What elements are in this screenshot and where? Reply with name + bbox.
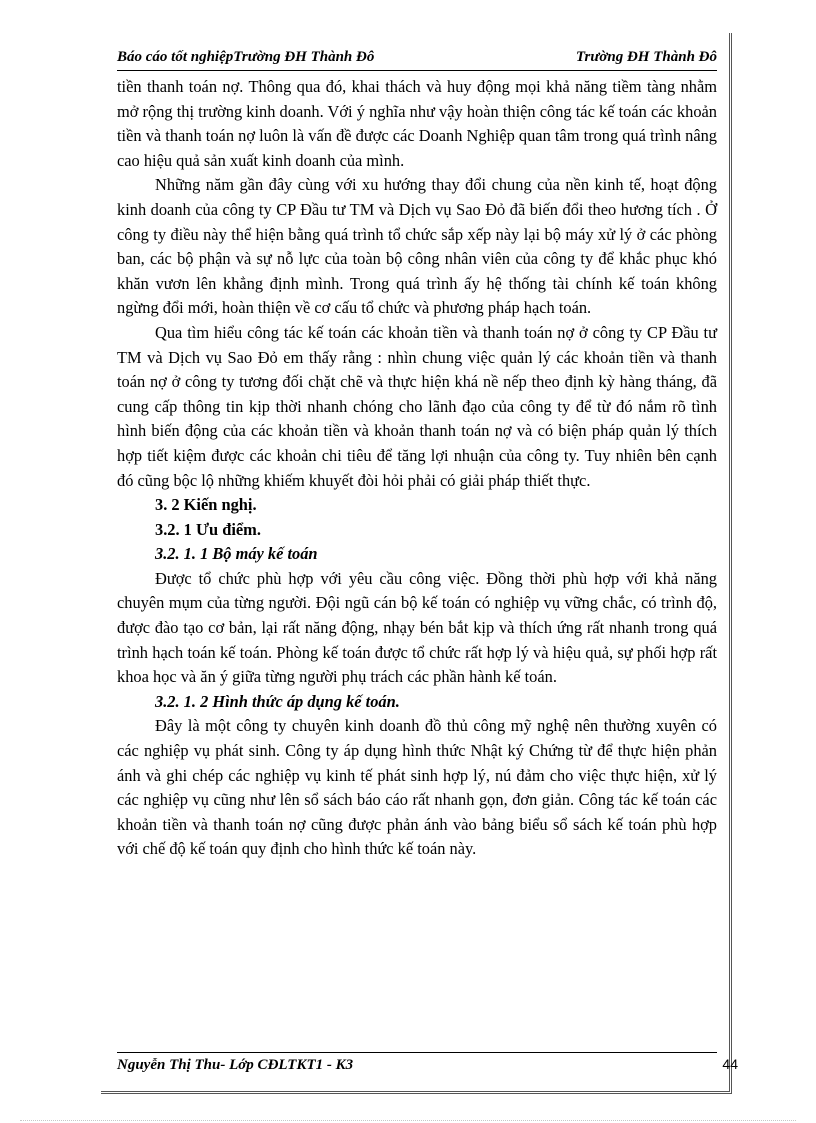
page-bottom-dotted-line: [20, 1120, 796, 1121]
paragraph: Qua tìm hiểu công tác kế toán các khoản tiền và thanh toán nợ ở công ty CP Đầu tư TM và Dịch vụ Sao Đỏ em thấy rằng : nhìn chung việc quản lý các khoản tiền và thanh toán nợ ở công ty tương đối chặt chẽ và thực hiện khá nề nếp theo định kỳ hàng tháng, đã cung cấp thông tin kịp thời nhanh chóng cho lãnh đạo của công ty để từ đó nắm rõ tình hình biến động của các khoản tiền và khoản thanh toán nợ và có biện pháp quản lý thích hợp tiết kiệm được các khoản chi tiêu để tăng lợi nhuận của công ty. Tuy nhiên bên cạnh đó cũng bộc lộ những khiếm khuyết đòi hỏi phải có giải pháp thiết thực.: [117, 322, 717, 490]
paragraph: Được tổ chức phù hợp với yêu cầu công việc. Đồng thời phù hợp với khả năng chuyên mụm của từng người. Đội ngũ cán bộ kế toán có nghiệp vụ vững chắc, có trình độ, được đào tạo cơ bản, lại rất năng động, nhạy bén bắt kịp và thích ứng rất nhanh trong quá trình hạch toán kế toán. Phòng kế toán được tổ chức rất hợp lý và hiệu quả, sự phối hợp rất khoa học và ăn ý giữa từng người phụ trách các phần hành kế toán.: [117, 568, 717, 687]
footer-divider: [117, 1052, 717, 1053]
document-body: [117, 75, 717, 862]
heading-hinh-thuc-ke-toan: 3.2. 1. 2 Hình thức áp dụng kế toán.: [155, 691, 400, 711]
header-left-text: Báo cáo tốt nghiệpTrường ĐH Thành Đô: [117, 49, 375, 65]
heading-bo-may-ke-toan: 3.2. 1. 1 Bộ máy kế toán: [155, 544, 318, 564]
paragraph: Đây là một công ty chuyên kinh doanh đồ thủ công mỹ nghệ nên thường xuyên có các nghiệp vụ phát sinh. Công ty áp dụng hình thức Nhật ký Chứng từ để thực hiện phản ánh và ghi chép các nghiệp vụ kinh tế phát sinh hợp lý, nú đảm cho việc thực hiện, xử lý các nghiệp vụ cũng như lên sổ sách báo cáo rất nhanh gọn, đơn giản. Công tác kế toán các khoản tiền và thanh toán nợ cũng được phản ánh vào bảng biểu sổ sách kế toán phù hợp với chế độ kế toán quy định cho hình thức kế toán này.: [117, 716, 717, 859]
paragraph: Những năm gần đây cùng với xu hướng thay đổi chung của nền kinh tế, hoạt động kinh doanh của công ty CP Đầu tư TM và Dịch vụ Sao Đỏ đã biến đổi theo hương tích . Ở công ty điều này thể hiện bằng quá trình tổ chức sắp xếp này lại bộ máy xử lý ở các phòng ban, các bộ phận và sự nỗ lực của toàn bộ công nhân viên của công ty để khắc phục khó khăn vươn lên khẳng định mình. Trong quá trình ấy hệ thống tài chính kế toán không ngừng đổi mới, hoàn thiện về cơ cấu tổ chức và phương pháp hạch toán.: [117, 175, 717, 318]
header-right-text: Trường ĐH Thành Đô: [575, 49, 717, 65]
heading-kien-nghi: 3. 2 Kiến nghị.: [155, 495, 257, 515]
page-header: [117, 46, 717, 71]
footer-author: Nguyễn Thị Thu- Lớp CĐLTKT1 - K3: [117, 1057, 354, 1073]
page-number: 44: [722, 1056, 738, 1072]
paragraph-continuation: tiền thanh toán nợ. Thông qua đó, khai thách và huy động mọi khả năng tiềm tàng nhằm mở rộng thị trường kinh doanh. Với ý nghĩa như vậy hoàn thiện công tác kế toán các khoản tiền và thanh toán nợ luôn là vấn đề được các Doanh Nghiệp quan tâm trong quá trình nâng cao hiệu quả sản xuất kinh doanh của mình.: [117, 77, 717, 170]
heading-uu-diem: 3.2. 1 Ưu điểm.: [155, 519, 261, 539]
